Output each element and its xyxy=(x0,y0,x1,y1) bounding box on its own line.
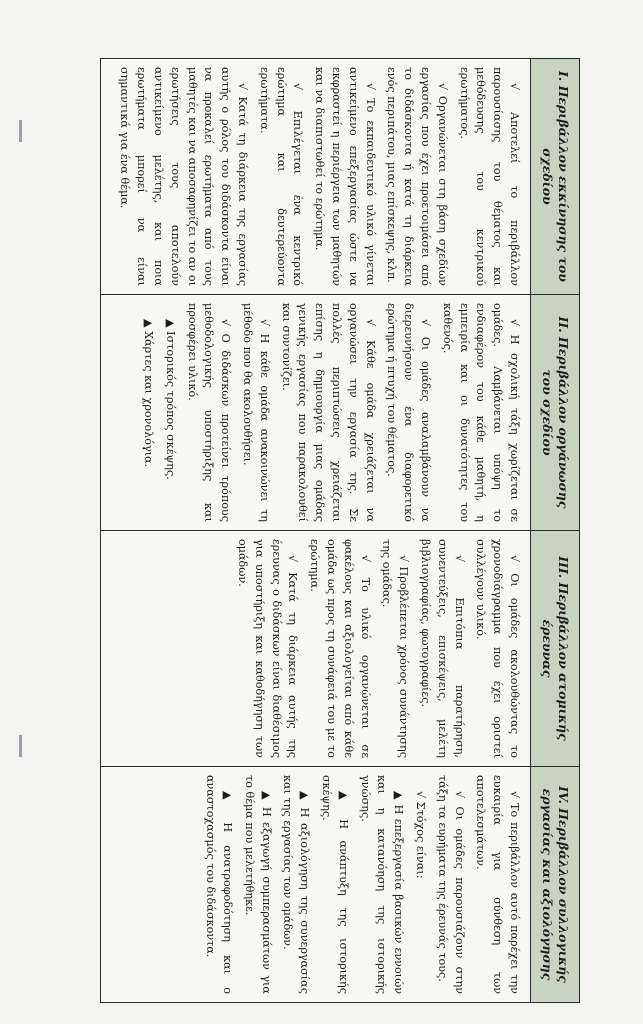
paragraph: √ Το υλικό οργανώνεται σε φακέλους και αξιολογείται από κάθε ομάδα ως προς τη συνάφειά του με το ερώτημα. xyxy=(308,539,372,758)
rotated-table-container xyxy=(100,58,580,1002)
paragraph: ▲ Ιστορικός τρόπος σκέψης. xyxy=(163,319,177,480)
paragraph: √ Το εκπαιδευτικό υλικό γίνεται αντικείμενο επεξεργασίας ώστε να εκφραστεί η περιέργεια των μαθητών και να διαπιστωθεί το ερώτημα. xyxy=(313,67,377,286)
cell-col-1 xyxy=(101,59,531,295)
cell-col-3 xyxy=(101,531,531,767)
header-col-1: I. Περιβάλλον εκκίνησης του σχεδίου xyxy=(531,59,580,295)
paragraph: √ Οι ομάδες παρουσιάζουν στην τάξη τα ευρήματα της έρευνάς τους. xyxy=(435,775,466,994)
paragraph: ▲ Η ανατροφοδότηση και ο αναστοχασμός του διδάσκοντα. xyxy=(204,775,235,994)
comparison-table xyxy=(100,58,580,1003)
table-header-row xyxy=(531,59,580,1003)
paragraph: √ Η κάθε ομάδα ανακοινώνει τη μέθοδο που θα ακολουθήσει. xyxy=(241,303,271,522)
paragraph: ▲ Η ανάπτυξη της ιστορικής σκέψης. xyxy=(320,775,350,994)
page-edge-mark xyxy=(19,120,22,142)
paragraph: √ Η σχολική τάξη χωρίζεται σε ομάδες. Λαμβάνεται υπόψη το ενδιαφέρον του κάθε μαθητή, η εμπειρία και οι δυνατότητες του καθενός. xyxy=(440,303,521,522)
paragraph: ▲ Η αξιολόγηση της συνεργασίας και της εργασίας των ομάδων. xyxy=(281,775,312,994)
paragraph: √ Οι ομάδες αναλαμβάνουν να διερευνήσουν ένα διαφορετικό ερώτημα ή πτυχή του θέματος. xyxy=(385,303,433,522)
paragraph: √ Ο διδάσκων προτείνει τρόπους μεθοδολογικής υποστήριξης και προσφέρει υλικό. xyxy=(185,303,233,522)
paragraph: √ Αποτελεί το περιβάλλον παρουσίασης του θέματος και μεθόδευσης του κεντρικού ερωτήματος. xyxy=(457,67,521,286)
cell-col-4 xyxy=(101,767,531,1003)
paragraph: √ Κατά τη διάρκεια αυτής της έρευνας ο διδάσκων είναι διαθέσιμος για υποστήριξη και καθοδήγηση των ομάδων. xyxy=(236,539,300,758)
paragraph: √ Κατά τη διάρκεια της εργασίας αυτής ο ρόλος του διδάσκοντα είναι να προκαλεί ερωτήματα από τους μαθητές και να αποσαφηνίζει το αν οι ερωτήσεις τους αποτελούν αντικείμενο μελέτης, και ποια ερωτήματα μπορεί να είναι σημαντικά για ένα θέμα. xyxy=(118,67,250,286)
paragraph: √ Επιτόπια παρατήρηση, συνεντεύξεις, επισκέψεις, μελέτη βιβλιογραφίας, φωτογραφίες. xyxy=(419,539,466,758)
paragraph: ▲ Η εξαγωγή συμπερασμάτων για το θέμα που μελετήθηκε. xyxy=(242,775,273,994)
paragraph: √ Κάθε ομάδα χρειάζεται να οργανώσει την εργασία της. Σε πολλές περιπτώσεις χρειάζεται επίσης η δημιουργία μιας ομάδας γενικής εργασίας που παρακολουθεί και συντονίζει. xyxy=(279,303,377,522)
paragraph: √ Οι ομάδες ακολουθώντας το χρονοδιάγραμμα που έχει οριστεί συλλέγουν υλικό. xyxy=(474,539,521,758)
header-col-4: IV. Περιβάλλον συλλογικής εργασίας και αξιολόγησης xyxy=(531,767,580,1003)
paragraph: √ Το περιβάλλον αυτό παρέχει την ευκαιρία για σύνθεση των αποτελεσμάτων. xyxy=(474,775,521,994)
paragraph: ▲ Χάρτες και χρονολόγια. xyxy=(142,319,156,468)
paragraph: √ Στόχος είναι: xyxy=(414,791,428,879)
paragraph: √ Επιλέγεται ένα κεντρικό ερώτημα και δευτερεύοντα ερωτήματα. xyxy=(257,67,305,286)
header-col-3: III. Περιβάλλον ατομικής έρευνας xyxy=(531,531,580,767)
page-edge-mark xyxy=(19,735,22,757)
cell-col-2 xyxy=(101,295,531,531)
header-col-2: II. Περιβάλλον οργάνωσης του σχεδίου xyxy=(531,295,580,531)
table-body-row xyxy=(101,59,531,1003)
paragraph: ▲ Η επεξεργασία βασικών εννοιών και η κατανόηση της ιστορικής γνώσης. xyxy=(358,775,406,994)
paragraph: √ Οργανώνεται στη βάση σχεδίων εργασίας που έχει προετοιμάσει από το διδάσκοντα ή κατά τη διάρκεια ενός περιπάτου, μιας επίσκεψης, κλπ. xyxy=(385,67,449,286)
paragraph: √ Προβλέπεται χρόνος συνάντησης της ομάδας. xyxy=(380,539,411,758)
